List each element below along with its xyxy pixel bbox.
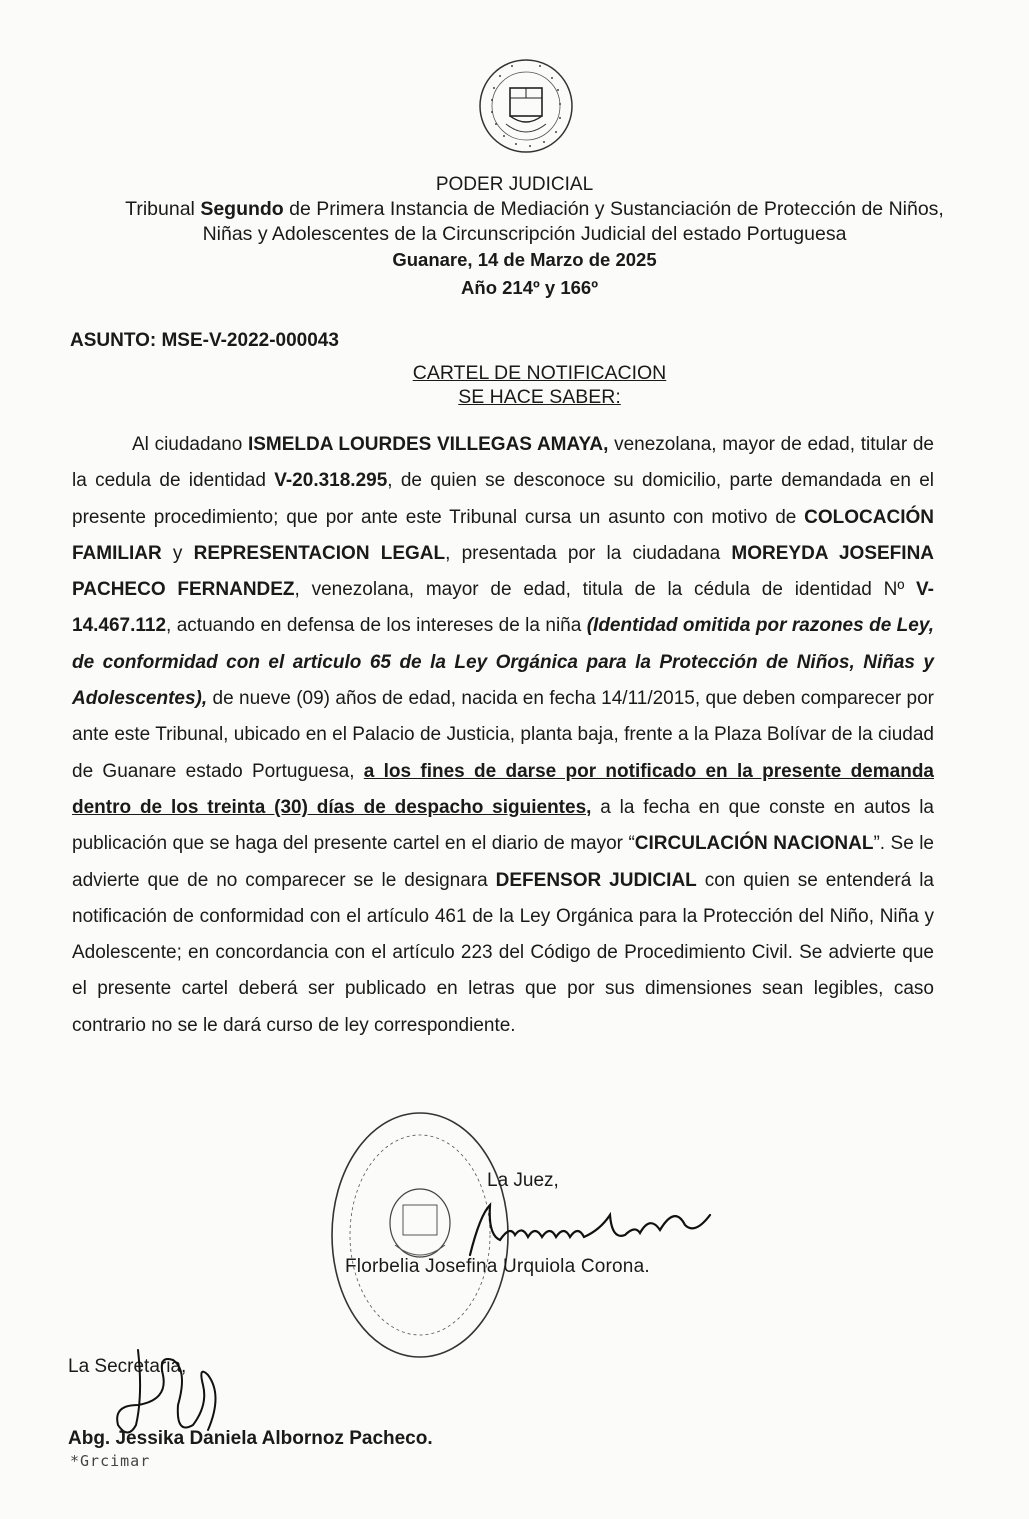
header-tribunal: Tribunal Segundo de Primera Instancia de Mediación y Sustanciación de Protección de Niños, [125, 198, 944, 220]
asunto-number: ASUNTO: MSE-V-2022-000043 [70, 330, 339, 351]
juez-name: Florbelia Josefina Urquiola Corona. [345, 1256, 650, 1277]
juez-label: La Juez, [487, 1170, 559, 1191]
header-circunscripcion: Niñas y Adolescentes de la Circunscripción Judicial del estado Portuguesa [202, 223, 847, 245]
header-date: Guanare, 14 de Marzo de 2025 [392, 249, 657, 270]
secretaria-label: La Secretaria, [68, 1356, 187, 1377]
cartel-title: CARTEL DE NOTIFICACION [412, 362, 667, 384]
body-paragraph: Al ciudadano ISMELDA LOURDES VILLEGAS AMAYA, venezolana, mayor de edad, titular de la cedula de identidad V-20.318.295, de quien se desconoce su domicilio, parte demandada en el presente procedimiento; que por ante este Tribunal cursa un asunto con motivo de COLOCACIÓN FAMILIAR y REPRESENTACION LEGAL, presentada por la ciudadana MOREYDA JOSEFINA PACHECO FERNANDEZ, venezolana, mayor de edad, titula de la cédula de identidad Nº V-14.467.112, actuando en defensa de los intereses de la niña (Identidad omitida por razones de Ley, de conformidad con el articulo 65 de la Ley Orgánica para la Protección de Niños, Niñas y Adolescentes), de nueve (09) años de edad, nacida en fecha 14/11/2015, que deben comparecer por ante este Tribunal, ubicado en el Palacio de Justicia, planta baja, frente a la Plaza Bolívar de la ciudad de Guanare estado Portuguesa, a los fines de darse por notificado en la presente demanda dentro de los treinta (30) días de despacho siguientes, a la fecha en que conste en autos la publicación que se haga del presente cartel en el diario de mayor “CIRCULACIÓN NACIONAL”. Se le advierte que de no comparecer se le designara DEFENSOR JUDICIAL con quien se entenderá la notificación de conformidad con el artículo 461 de la Ley Orgánica para la Protección del Niño, Niña y Adolescente; en concordancia con el artículo 223 del Código de Procedimiento Civil. Se advierte que el presente cartel deberá ser publicado en letras que por sus dimensiones sean legibles, caso contrario no se le dará curso de ley correspondiente. [72, 434, 935, 1036]
document-header [0, 172, 1029, 300]
notification-body [72, 427, 934, 1044]
header-year: Año 214º y 166º [461, 277, 598, 298]
cartel-title-block [0, 361, 1029, 409]
court-seal-top [470, 48, 582, 170]
cartel-subtitle: SE HACE SABER: [458, 386, 621, 408]
typist-initials: *Grcimar [70, 1452, 151, 1470]
header-institution: PODER JUDICIAL [435, 174, 594, 195]
juez-signature [460, 1195, 720, 1265]
secretaria-name: Abg. Jessika Daniela Albornoz Pacheco. [68, 1428, 433, 1449]
